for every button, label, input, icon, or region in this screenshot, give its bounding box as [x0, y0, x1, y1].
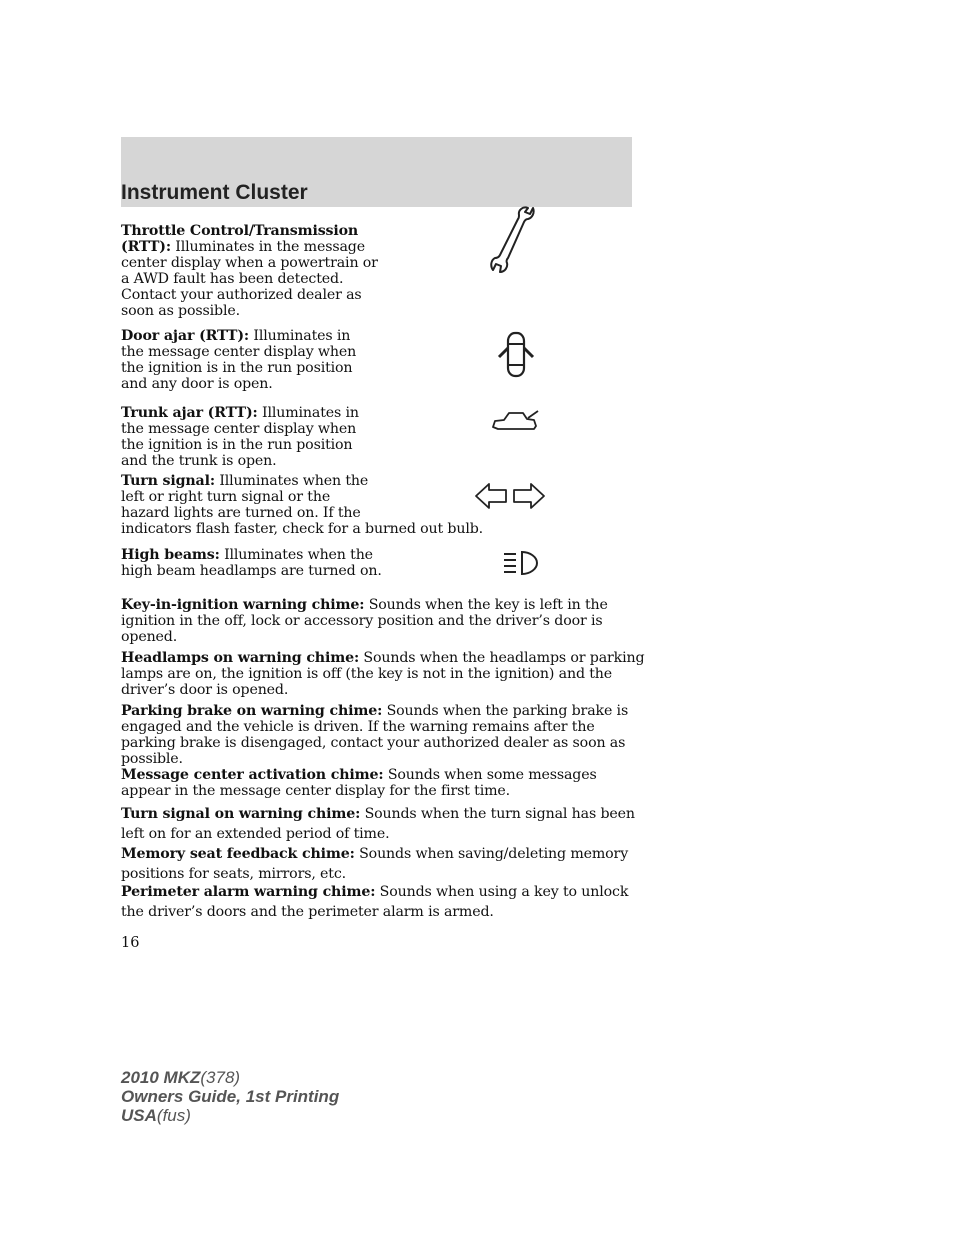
page-number: 16 — [121, 935, 140, 951]
entry-term: Turn signal on warning chime: — [121, 806, 361, 822]
entry-term: Message center activation chime: — [121, 767, 384, 783]
entry-term: Turn signal: — [121, 473, 215, 489]
entry-term: (RTT): — [121, 239, 171, 255]
entry-term: Trunk ajar (RTT): — [121, 405, 258, 421]
entry-high-beams: High beams: Illuminates when the high beam headlamps are turned on. — [121, 547, 382, 579]
entry-turn-signal: Turn signal: Illuminates when the left or right turn signal or the hazard lights are turned on. If the indicators flash faster, check for a burned out bulb. — [121, 473, 484, 537]
entry-term: High beams: — [121, 547, 220, 563]
entry-key-in-ignition-chime: Key-in-ignition warning chime: Sounds when the key is left in the ignition in the off, lock or accessory position and the driver’s door is opened. — [121, 597, 608, 645]
entry-door-ajar: Door ajar (RTT): Illuminates in the message center display when the ignition is in the run position and any door is open. — [121, 328, 357, 392]
entry-term: Throttle Control/Transmission — [121, 223, 359, 239]
entry-term: Key-in-ignition warning chime: — [121, 597, 365, 613]
entry-term: Memory seat feedback chime: — [121, 846, 355, 862]
entry-term: Parking brake on warning chime: — [121, 703, 383, 719]
entry-throttle-control: Throttle Control/Transmission (RTT): Illuminates in the message center display when a powertrain or a AWD fault has been detected. Contact your authorized dealer as soon as possible. — [121, 223, 378, 319]
entry-term: Perimeter alarm warning chime: — [121, 884, 376, 900]
entry-perimeter-alarm-chime: Perimeter alarm warning chime: Sounds when using a key to unlock the driver’s doors and the perimeter alarm is armed. — [121, 884, 629, 920]
entry-parking-brake-chime: Parking brake on warning chime: Sounds when the parking brake is engaged and the vehicle is driven. If the warning remains after the parking brake is disengaged, contact your authorized dealer as soon as possible. — [121, 703, 629, 767]
high-beam-icon — [502, 550, 540, 576]
section-header-band — [121, 137, 632, 207]
entry-turn-signal-chime: Turn signal on warning chime: Sounds when the turn signal has been left on for an extended period of time. — [121, 806, 635, 842]
entry-term: Headlamps on warning chime: — [121, 650, 360, 666]
entry-term: Door ajar (RTT): — [121, 328, 249, 344]
entry-trunk-ajar: Trunk ajar (RTT): Illuminates in the message center display when the ignition is in the run position and the trunk is open. — [121, 405, 359, 469]
entry-headlamps-on-chime: Headlamps on warning chime: Sounds when the headlamps or parking lamps are on, the ignition is off (the key is not in the ignition) and the driver’s door is opened. — [121, 650, 645, 698]
section-title: Instrument Cluster — [121, 181, 308, 204]
entry-message-center-chime: Message center activation chime: Sounds when some messages appear in the message center display for the first time. — [121, 767, 597, 799]
print-footer: 2010 MKZ(378) Owners Guide, 1st Printing USA(fus) — [121, 1068, 340, 1125]
wrench-icon — [488, 200, 536, 280]
trunk-ajar-icon — [490, 407, 542, 437]
entry-memory-seat-chime: Memory seat feedback chime: Sounds when saving/deleting memory positions for seats, mirrors, etc. — [121, 846, 629, 882]
door-ajar-icon — [494, 330, 538, 380]
turn-signal-icon — [474, 480, 546, 512]
